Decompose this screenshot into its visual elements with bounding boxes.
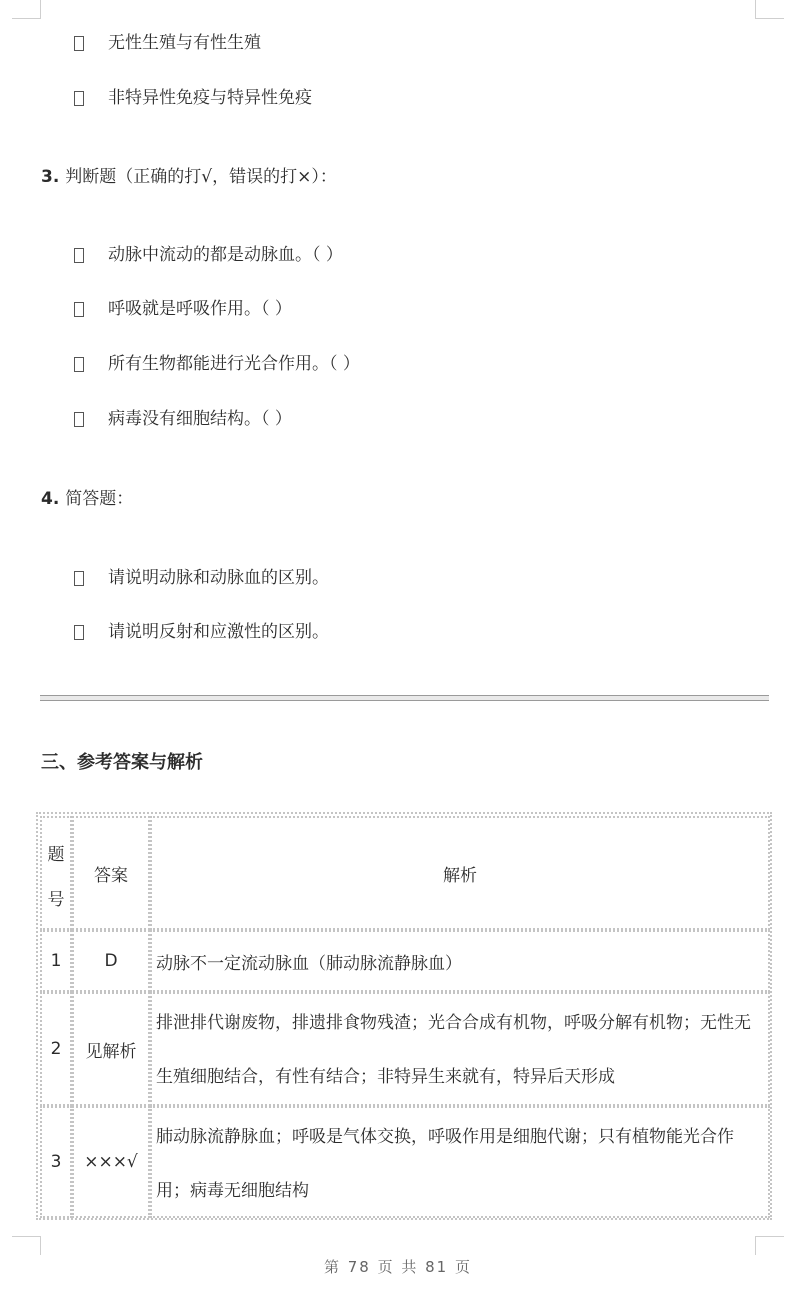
question-title: 简答题：	[65, 489, 134, 509]
list-item-text: 病毒没有细胞结构。（ ）	[108, 409, 292, 429]
header-explanation: 解析	[150, 816, 770, 930]
list-item	[72, 566, 329, 590]
crop-mark-top-left	[12, 0, 41, 19]
page-footer: 第 78 页 共 81 页	[323, 1258, 472, 1276]
header-number-bottom: 号	[47, 890, 65, 910]
question-number: 4.	[41, 489, 60, 509]
question-title: 判断题（正确的打√，错误的打×）：	[65, 167, 337, 187]
question-heading	[41, 487, 133, 511]
list-item	[72, 297, 292, 321]
list-item-text: 无性生殖与有性生殖	[108, 33, 261, 53]
table-row-explanation: 动脉不一定流动脉血（肺动脉流静脉血）	[150, 930, 770, 992]
table-row-explanation: 排泄排代谢废物，排遗排食物残渣；光合合成有机物，呼吸分解有机物；无性无生殖细胞结合，有性有结合；非特异生来就有，特异后天形成	[150, 992, 770, 1106]
list-item	[72, 31, 261, 55]
crop-mark-top-right	[755, 0, 784, 19]
list-item	[72, 86, 312, 110]
bullet-box-icon	[74, 248, 84, 263]
table-row-number: 2	[40, 992, 72, 1106]
answer-table	[36, 812, 772, 1220]
list-item	[72, 407, 292, 431]
table-row-number: 3	[40, 1106, 72, 1218]
question-number: 3.	[41, 167, 60, 187]
list-item-text: 所有生物都能进行光合作用。（ ）	[108, 354, 360, 374]
table-row-number: 1	[40, 930, 72, 992]
bullet-box-icon	[74, 412, 84, 427]
question-heading	[41, 165, 337, 189]
list-item-text: 呼吸就是呼吸作用。（ ）	[108, 299, 292, 319]
list-item	[72, 620, 329, 644]
list-item	[72, 352, 360, 376]
bullet-box-icon	[74, 302, 84, 317]
header-number-top: 题	[47, 845, 65, 865]
table-row-answer: D	[72, 930, 150, 992]
header-answer: 答案	[72, 816, 150, 930]
bullet-box-icon	[74, 625, 84, 640]
list-item-text: 非特异性免疫与特异性免疫	[108, 88, 312, 108]
bullet-box-icon	[74, 36, 84, 51]
table-row-explanation: 肺动脉流静脉血；呼吸是气体交换，呼吸作用是细胞代谢；只有植物能光合作用；病毒无细胞结构	[150, 1106, 770, 1218]
bullet-box-icon	[74, 571, 84, 586]
list-item-text: 请说明反射和应激性的区别。	[108, 622, 329, 642]
list-item-text: 动脉中流动的都是动脉血。（ ）	[108, 245, 343, 265]
crop-mark-bottom-left	[12, 1236, 41, 1255]
section-divider	[40, 695, 769, 701]
table-row-answer: ×××√	[72, 1106, 150, 1218]
section-title: 三、参考答案与解析	[41, 752, 203, 773]
list-item	[72, 243, 343, 267]
bullet-box-icon	[74, 357, 84, 372]
bullet-box-icon	[74, 91, 84, 106]
crop-mark-bottom-right	[755, 1236, 784, 1255]
table-row-answer: 见解析	[72, 992, 150, 1106]
header-number	[40, 816, 72, 930]
list-item-text: 请说明动脉和动脉血的区别。	[108, 568, 329, 588]
